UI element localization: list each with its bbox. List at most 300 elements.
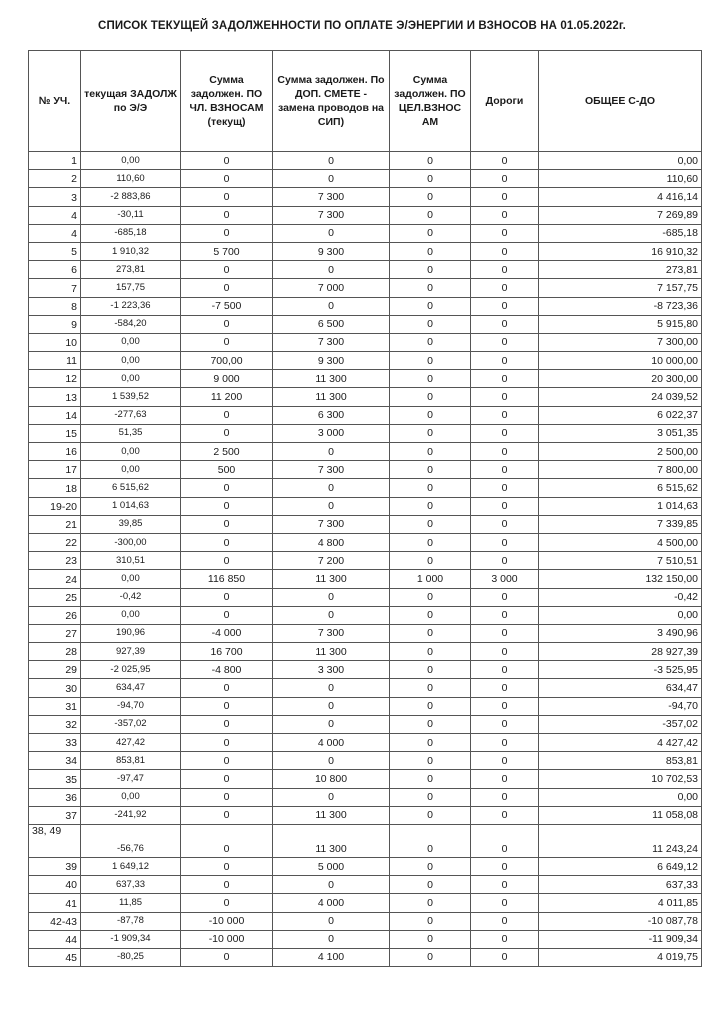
extra-estimate-debt-cell: 0 bbox=[273, 606, 390, 624]
electricity-debt-cell: 51,35 bbox=[81, 424, 181, 442]
plot-number-cell: 3 bbox=[29, 188, 81, 206]
target-fee-debt-cell: 0 bbox=[390, 752, 471, 770]
roads-cell: 0 bbox=[471, 424, 539, 442]
plot-number-cell: 17 bbox=[29, 461, 81, 479]
debt-table bbox=[28, 50, 702, 967]
membership-debt-cell: 16 700 bbox=[181, 643, 273, 661]
total-balance-cell: 6 022,37 bbox=[539, 406, 702, 424]
roads-cell: 0 bbox=[471, 770, 539, 788]
table-row bbox=[29, 912, 702, 930]
membership-debt-cell: 700,00 bbox=[181, 352, 273, 370]
table-row bbox=[29, 533, 702, 551]
roads-cell: 0 bbox=[471, 224, 539, 242]
target-fee-debt-cell: 0 bbox=[390, 734, 471, 752]
roads-cell: 0 bbox=[471, 752, 539, 770]
plot-number-cell: 25 bbox=[29, 588, 81, 606]
table-row bbox=[29, 643, 702, 661]
membership-debt-cell: -4 000 bbox=[181, 624, 273, 642]
header-total-balance: ОБЩЕЕ С-ДО bbox=[539, 51, 702, 152]
table-row bbox=[29, 624, 702, 642]
total-balance-cell: 20 300,00 bbox=[539, 370, 702, 388]
total-balance-cell: 4 416,14 bbox=[539, 188, 702, 206]
electricity-debt-cell: 1 649,12 bbox=[81, 857, 181, 875]
electricity-debt-cell: 39,85 bbox=[81, 515, 181, 533]
roads-cell: 0 bbox=[471, 552, 539, 570]
plot-number-cell: 9 bbox=[29, 315, 81, 333]
total-balance-cell: -11 909,34 bbox=[539, 930, 702, 948]
total-balance-cell: 4 011,85 bbox=[539, 894, 702, 912]
electricity-debt-cell: 0,00 bbox=[81, 333, 181, 351]
table-row bbox=[29, 497, 702, 515]
roads-cell: 0 bbox=[471, 279, 539, 297]
membership-debt-cell: 0 bbox=[181, 734, 273, 752]
table-row bbox=[29, 806, 702, 824]
target-fee-debt-cell: 0 bbox=[390, 715, 471, 733]
membership-debt-cell: 0 bbox=[181, 224, 273, 242]
plot-number-cell: 28 bbox=[29, 643, 81, 661]
membership-debt-cell: 0 bbox=[181, 170, 273, 188]
table-row bbox=[29, 242, 702, 260]
target-fee-debt-cell: 0 bbox=[390, 806, 471, 824]
table-row bbox=[29, 261, 702, 279]
roads-cell: 0 bbox=[471, 497, 539, 515]
table-row bbox=[29, 515, 702, 533]
table-row bbox=[29, 188, 702, 206]
roads-cell: 0 bbox=[471, 388, 539, 406]
extra-estimate-debt-cell: 6 300 bbox=[273, 406, 390, 424]
electricity-debt-cell: 310,51 bbox=[81, 552, 181, 570]
target-fee-debt-cell: 0 bbox=[390, 388, 471, 406]
extra-estimate-debt-cell: 11 300 bbox=[273, 824, 390, 857]
plot-number-cell: 14 bbox=[29, 406, 81, 424]
plot-number-cell: 23 bbox=[29, 552, 81, 570]
extra-estimate-debt-cell: 9 300 bbox=[273, 352, 390, 370]
extra-estimate-debt-cell: 11 300 bbox=[273, 806, 390, 824]
target-fee-debt-cell: 0 bbox=[390, 824, 471, 857]
extra-estimate-debt-cell: 0 bbox=[273, 443, 390, 461]
target-fee-debt-cell: 0 bbox=[390, 606, 471, 624]
total-balance-cell: 10 702,53 bbox=[539, 770, 702, 788]
header-electricity-debt: текущая ЗАДОЛЖ по Э/Э bbox=[81, 51, 181, 152]
membership-debt-cell: 0 bbox=[181, 588, 273, 606]
plot-number-cell: 39 bbox=[29, 857, 81, 875]
extra-estimate-debt-cell: 0 bbox=[273, 930, 390, 948]
membership-debt-cell: 9 000 bbox=[181, 370, 273, 388]
table-row bbox=[29, 876, 702, 894]
table-row bbox=[29, 443, 702, 461]
table-row bbox=[29, 824, 702, 857]
extra-estimate-debt-cell: 7 300 bbox=[273, 624, 390, 642]
extra-estimate-debt-cell: 11 300 bbox=[273, 643, 390, 661]
table-row bbox=[29, 606, 702, 624]
total-balance-cell: 7 510,51 bbox=[539, 552, 702, 570]
roads-cell: 0 bbox=[471, 624, 539, 642]
membership-debt-cell: 0 bbox=[181, 315, 273, 333]
electricity-debt-cell: 190,96 bbox=[81, 624, 181, 642]
roads-cell: 0 bbox=[471, 715, 539, 733]
target-fee-debt-cell: 0 bbox=[390, 894, 471, 912]
target-fee-debt-cell: 0 bbox=[390, 515, 471, 533]
extra-estimate-debt-cell: 4 100 bbox=[273, 948, 390, 966]
total-balance-cell: 3 051,35 bbox=[539, 424, 702, 442]
table-row bbox=[29, 479, 702, 497]
roads-cell: 0 bbox=[471, 588, 539, 606]
total-balance-cell: 7 300,00 bbox=[539, 333, 702, 351]
electricity-debt-cell: 157,75 bbox=[81, 279, 181, 297]
total-balance-cell: 0,00 bbox=[539, 152, 702, 170]
roads-cell: 0 bbox=[471, 479, 539, 497]
extra-estimate-debt-cell: 7 200 bbox=[273, 552, 390, 570]
membership-debt-cell: 0 bbox=[181, 752, 273, 770]
plot-number-cell: 33 bbox=[29, 734, 81, 752]
table-row bbox=[29, 752, 702, 770]
plot-number-cell: 45 bbox=[29, 948, 81, 966]
target-fee-debt-cell: 0 bbox=[390, 497, 471, 515]
roads-cell: 0 bbox=[471, 912, 539, 930]
table-row bbox=[29, 734, 702, 752]
membership-debt-cell: 0 bbox=[181, 424, 273, 442]
membership-debt-cell: 0 bbox=[181, 479, 273, 497]
extra-estimate-debt-cell: 4 800 bbox=[273, 533, 390, 551]
table-row bbox=[29, 297, 702, 315]
membership-debt-cell: 0 bbox=[181, 788, 273, 806]
header-extra-estimate-debt: Сумма задолжен. По ДОП. СМЕТЕ - замена проводов на СИП) bbox=[273, 51, 390, 152]
plot-number-cell: 10 bbox=[29, 333, 81, 351]
target-fee-debt-cell: 0 bbox=[390, 643, 471, 661]
plot-number-cell: 1 bbox=[29, 152, 81, 170]
membership-debt-cell: 0 bbox=[181, 606, 273, 624]
table-row bbox=[29, 352, 702, 370]
header-membership-debt: Сумма задолжен. ПО ЧЛ. ВЗНОСАМ (текущ) bbox=[181, 51, 273, 152]
target-fee-debt-cell: 0 bbox=[390, 424, 471, 442]
electricity-debt-cell: -0,42 bbox=[81, 588, 181, 606]
membership-debt-cell: 0 bbox=[181, 894, 273, 912]
membership-debt-cell: 0 bbox=[181, 279, 273, 297]
roads-cell: 0 bbox=[471, 206, 539, 224]
extra-estimate-debt-cell: 11 300 bbox=[273, 370, 390, 388]
total-balance-cell: 110,60 bbox=[539, 170, 702, 188]
plot-number-cell: 13 bbox=[29, 388, 81, 406]
total-balance-cell: 4 019,75 bbox=[539, 948, 702, 966]
extra-estimate-debt-cell: 0 bbox=[273, 297, 390, 315]
table-row bbox=[29, 679, 702, 697]
extra-estimate-debt-cell: 5 000 bbox=[273, 857, 390, 875]
total-balance-cell: 11 058,08 bbox=[539, 806, 702, 824]
membership-debt-cell: 0 bbox=[181, 206, 273, 224]
total-balance-cell: 0,00 bbox=[539, 788, 702, 806]
electricity-debt-cell: 11,85 bbox=[81, 894, 181, 912]
electricity-debt-cell: 273,81 bbox=[81, 261, 181, 279]
target-fee-debt-cell: 0 bbox=[390, 242, 471, 260]
total-balance-cell: 7 269,89 bbox=[539, 206, 702, 224]
target-fee-debt-cell: 0 bbox=[390, 152, 471, 170]
plot-number-cell: 40 bbox=[29, 876, 81, 894]
total-balance-cell: 637,33 bbox=[539, 876, 702, 894]
extra-estimate-debt-cell: 0 bbox=[273, 752, 390, 770]
total-balance-cell: 634,47 bbox=[539, 679, 702, 697]
extra-estimate-debt-cell: 4 000 bbox=[273, 894, 390, 912]
membership-debt-cell: 0 bbox=[181, 497, 273, 515]
roads-cell: 0 bbox=[471, 152, 539, 170]
target-fee-debt-cell: 0 bbox=[390, 770, 471, 788]
membership-debt-cell: 0 bbox=[181, 533, 273, 551]
membership-debt-cell: 0 bbox=[181, 697, 273, 715]
plot-number-cell: 42-43 bbox=[29, 912, 81, 930]
target-fee-debt-cell: 0 bbox=[390, 333, 471, 351]
membership-debt-cell: 0 bbox=[181, 515, 273, 533]
membership-debt-cell: 0 bbox=[181, 406, 273, 424]
document-title: СПИСОК ТЕКУЩЕЙ ЗАДОЛЖЕННОСТИ ПО ОПЛАТЕ Э/ЭНЕРГИИ И ВЗНОСОВ НА 01.05.2022г. bbox=[98, 20, 626, 32]
roads-cell: 0 bbox=[471, 297, 539, 315]
extra-estimate-debt-cell: 6 500 bbox=[273, 315, 390, 333]
target-fee-debt-cell: 0 bbox=[390, 443, 471, 461]
electricity-debt-cell: -97,47 bbox=[81, 770, 181, 788]
roads-cell: 0 bbox=[471, 788, 539, 806]
plot-number-cell: 2 bbox=[29, 170, 81, 188]
table-row bbox=[29, 930, 702, 948]
plot-number-cell: 24 bbox=[29, 570, 81, 588]
roads-cell: 0 bbox=[471, 533, 539, 551]
total-balance-cell: 7 157,75 bbox=[539, 279, 702, 297]
extra-estimate-debt-cell: 0 bbox=[273, 876, 390, 894]
target-fee-debt-cell: 0 bbox=[390, 261, 471, 279]
plot-number-cell: 4 bbox=[29, 224, 81, 242]
extra-estimate-debt-cell: 0 bbox=[273, 224, 390, 242]
plot-number-cell: 31 bbox=[29, 697, 81, 715]
membership-debt-cell: 0 bbox=[181, 857, 273, 875]
plot-number-cell: 41 bbox=[29, 894, 81, 912]
extra-estimate-debt-cell: 11 300 bbox=[273, 388, 390, 406]
total-balance-cell: 273,81 bbox=[539, 261, 702, 279]
electricity-debt-cell: 110,60 bbox=[81, 170, 181, 188]
total-balance-cell: 4 500,00 bbox=[539, 533, 702, 551]
extra-estimate-debt-cell: 11 300 bbox=[273, 570, 390, 588]
table-row bbox=[29, 588, 702, 606]
total-balance-cell: 3 490,96 bbox=[539, 624, 702, 642]
target-fee-debt-cell: 0 bbox=[390, 697, 471, 715]
table-row bbox=[29, 333, 702, 351]
electricity-debt-cell: 637,33 bbox=[81, 876, 181, 894]
electricity-debt-cell: -30,11 bbox=[81, 206, 181, 224]
electricity-debt-cell: -1 223,36 bbox=[81, 297, 181, 315]
header-row bbox=[29, 51, 702, 152]
extra-estimate-debt-cell: 9 300 bbox=[273, 242, 390, 260]
roads-cell: 0 bbox=[471, 170, 539, 188]
electricity-debt-cell: -584,20 bbox=[81, 315, 181, 333]
roads-cell: 0 bbox=[471, 606, 539, 624]
target-fee-debt-cell: 0 bbox=[390, 461, 471, 479]
table-row bbox=[29, 948, 702, 966]
roads-cell: 0 bbox=[471, 876, 539, 894]
electricity-debt-cell: -277,63 bbox=[81, 406, 181, 424]
total-balance-cell: -8 723,36 bbox=[539, 297, 702, 315]
target-fee-debt-cell: 0 bbox=[390, 588, 471, 606]
roads-cell: 0 bbox=[471, 734, 539, 752]
roads-cell: 0 bbox=[471, 461, 539, 479]
roads-cell: 0 bbox=[471, 242, 539, 260]
electricity-debt-cell: 927,39 bbox=[81, 643, 181, 661]
plot-number-cell: 8 bbox=[29, 297, 81, 315]
header-roads: Дороги bbox=[471, 51, 539, 152]
roads-cell: 0 bbox=[471, 824, 539, 857]
membership-debt-cell: 5 700 bbox=[181, 242, 273, 260]
membership-debt-cell: 0 bbox=[181, 188, 273, 206]
plot-number-cell: 36 bbox=[29, 788, 81, 806]
electricity-debt-cell: 0,00 bbox=[81, 606, 181, 624]
roads-cell: 0 bbox=[471, 930, 539, 948]
roads-cell: 0 bbox=[471, 370, 539, 388]
plot-number-cell: 21 bbox=[29, 515, 81, 533]
target-fee-debt-cell: 0 bbox=[390, 533, 471, 551]
electricity-debt-cell: 0,00 bbox=[81, 352, 181, 370]
roads-cell: 0 bbox=[471, 188, 539, 206]
total-balance-cell: 28 927,39 bbox=[539, 643, 702, 661]
electricity-debt-cell: 1 910,32 bbox=[81, 242, 181, 260]
electricity-debt-cell: -241,92 bbox=[81, 806, 181, 824]
membership-debt-cell: 11 200 bbox=[181, 388, 273, 406]
electricity-debt-cell: 427,42 bbox=[81, 734, 181, 752]
target-fee-debt-cell: 0 bbox=[390, 930, 471, 948]
total-balance-cell: 6 649,12 bbox=[539, 857, 702, 875]
electricity-debt-cell: -80,25 bbox=[81, 948, 181, 966]
electricity-debt-cell: -87,78 bbox=[81, 912, 181, 930]
extra-estimate-debt-cell: 0 bbox=[273, 588, 390, 606]
total-balance-cell: 16 910,32 bbox=[539, 242, 702, 260]
roads-cell: 0 bbox=[471, 406, 539, 424]
electricity-debt-cell: -357,02 bbox=[81, 715, 181, 733]
electricity-debt-cell: 0,00 bbox=[81, 152, 181, 170]
membership-debt-cell: 116 850 bbox=[181, 570, 273, 588]
extra-estimate-debt-cell: 7 000 bbox=[273, 279, 390, 297]
plot-number-cell: 37 bbox=[29, 806, 81, 824]
total-balance-cell: 6 515,62 bbox=[539, 479, 702, 497]
table-row bbox=[29, 388, 702, 406]
plot-number-cell: 22 bbox=[29, 533, 81, 551]
roads-cell: 0 bbox=[471, 697, 539, 715]
plot-number-cell: 38, 49 bbox=[29, 824, 81, 857]
roads-cell: 0 bbox=[471, 333, 539, 351]
extra-estimate-debt-cell: 0 bbox=[273, 497, 390, 515]
total-balance-cell: 1 014,63 bbox=[539, 497, 702, 515]
membership-debt-cell: 0 bbox=[181, 333, 273, 351]
total-balance-cell: -685,18 bbox=[539, 224, 702, 242]
extra-estimate-debt-cell: 0 bbox=[273, 679, 390, 697]
target-fee-debt-cell: 1 000 bbox=[390, 570, 471, 588]
table-row bbox=[29, 279, 702, 297]
table-row bbox=[29, 406, 702, 424]
total-balance-cell: 7 800,00 bbox=[539, 461, 702, 479]
membership-debt-cell: 0 bbox=[181, 261, 273, 279]
total-balance-cell: 0,00 bbox=[539, 606, 702, 624]
total-balance-cell: -357,02 bbox=[539, 715, 702, 733]
table-row bbox=[29, 224, 702, 242]
membership-debt-cell: 0 bbox=[181, 948, 273, 966]
plot-number-cell: 7 bbox=[29, 279, 81, 297]
total-balance-cell: 7 339,85 bbox=[539, 515, 702, 533]
electricity-debt-cell: 0,00 bbox=[81, 370, 181, 388]
total-balance-cell: 5 915,80 bbox=[539, 315, 702, 333]
table-row bbox=[29, 152, 702, 170]
target-fee-debt-cell: 0 bbox=[390, 857, 471, 875]
electricity-debt-cell: 0,00 bbox=[81, 570, 181, 588]
membership-debt-cell: 0 bbox=[181, 876, 273, 894]
target-fee-debt-cell: 0 bbox=[390, 406, 471, 424]
roads-cell: 0 bbox=[471, 261, 539, 279]
plot-number-cell: 11 bbox=[29, 352, 81, 370]
extra-estimate-debt-cell: 0 bbox=[273, 170, 390, 188]
total-balance-cell: 24 039,52 bbox=[539, 388, 702, 406]
membership-debt-cell: -4 800 bbox=[181, 661, 273, 679]
plot-number-cell: 27 bbox=[29, 624, 81, 642]
target-fee-debt-cell: 0 bbox=[390, 624, 471, 642]
membership-debt-cell: 0 bbox=[181, 679, 273, 697]
header-plot-number: № УЧ. bbox=[29, 51, 81, 152]
target-fee-debt-cell: 0 bbox=[390, 912, 471, 930]
electricity-debt-cell: -2 883,86 bbox=[81, 188, 181, 206]
plot-number-cell: 18 bbox=[29, 479, 81, 497]
membership-debt-cell: 2 500 bbox=[181, 443, 273, 461]
table-row bbox=[29, 206, 702, 224]
electricity-debt-cell: -94,70 bbox=[81, 697, 181, 715]
roads-cell: 0 bbox=[471, 315, 539, 333]
total-balance-cell: 132 150,00 bbox=[539, 570, 702, 588]
roads-cell: 0 bbox=[471, 352, 539, 370]
table-row bbox=[29, 552, 702, 570]
target-fee-debt-cell: 0 bbox=[390, 279, 471, 297]
table-row bbox=[29, 570, 702, 588]
electricity-debt-cell: 0,00 bbox=[81, 788, 181, 806]
table-row bbox=[29, 894, 702, 912]
target-fee-debt-cell: 0 bbox=[390, 679, 471, 697]
total-balance-cell: 853,81 bbox=[539, 752, 702, 770]
extra-estimate-debt-cell: 0 bbox=[273, 261, 390, 279]
roads-cell: 3 000 bbox=[471, 570, 539, 588]
target-fee-debt-cell: 0 bbox=[390, 352, 471, 370]
target-fee-debt-cell: 0 bbox=[390, 224, 471, 242]
target-fee-debt-cell: 0 bbox=[390, 170, 471, 188]
roads-cell: 0 bbox=[471, 857, 539, 875]
target-fee-debt-cell: 0 bbox=[390, 479, 471, 497]
extra-estimate-debt-cell: 7 300 bbox=[273, 188, 390, 206]
table-row bbox=[29, 661, 702, 679]
roads-cell: 0 bbox=[471, 679, 539, 697]
target-fee-debt-cell: 0 bbox=[390, 297, 471, 315]
table-row bbox=[29, 461, 702, 479]
extra-estimate-debt-cell: 7 300 bbox=[273, 206, 390, 224]
total-balance-cell: -10 087,78 bbox=[539, 912, 702, 930]
table-row bbox=[29, 857, 702, 875]
membership-debt-cell: 0 bbox=[181, 806, 273, 824]
extra-estimate-debt-cell: 0 bbox=[273, 479, 390, 497]
extra-estimate-debt-cell: 7 300 bbox=[273, 461, 390, 479]
total-balance-cell: -94,70 bbox=[539, 697, 702, 715]
target-fee-debt-cell: 0 bbox=[390, 188, 471, 206]
table-row bbox=[29, 788, 702, 806]
roads-cell: 0 bbox=[471, 894, 539, 912]
plot-number-cell: 34 bbox=[29, 752, 81, 770]
target-fee-debt-cell: 0 bbox=[390, 315, 471, 333]
roads-cell: 0 bbox=[471, 443, 539, 461]
table-row bbox=[29, 770, 702, 788]
plot-number-cell: 12 bbox=[29, 370, 81, 388]
extra-estimate-debt-cell: 0 bbox=[273, 152, 390, 170]
electricity-debt-cell: 0,00 bbox=[81, 443, 181, 461]
membership-debt-cell: 500 bbox=[181, 461, 273, 479]
plot-number-cell: 19-20 bbox=[29, 497, 81, 515]
table-row bbox=[29, 370, 702, 388]
total-balance-cell: 11 243,24 bbox=[539, 824, 702, 857]
extra-estimate-debt-cell: 3 000 bbox=[273, 424, 390, 442]
